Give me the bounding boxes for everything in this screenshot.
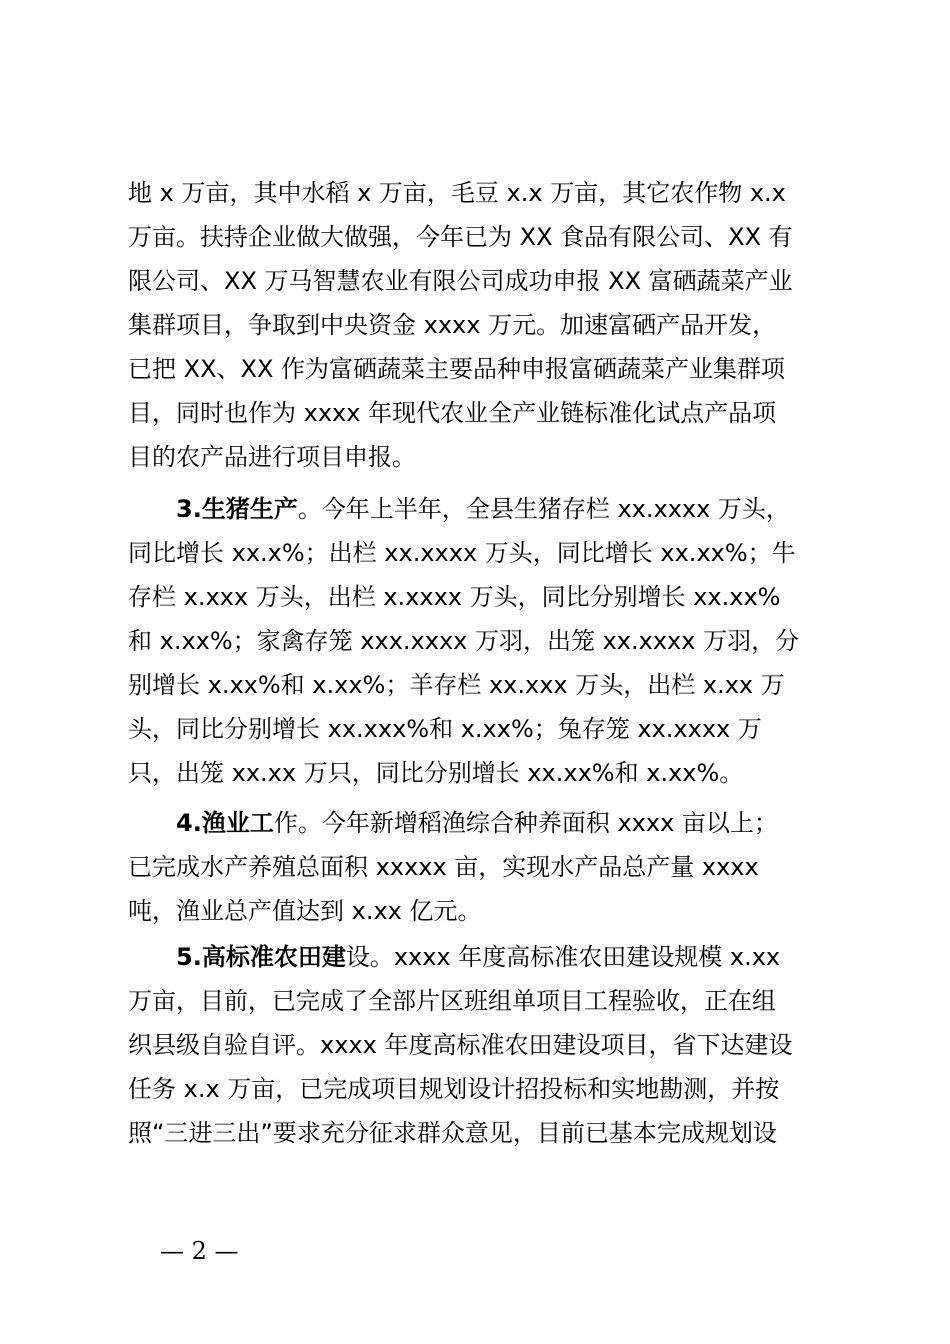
section-text: 设。xxxx 年度高标准农田建设规模 x.xx [345,943,781,971]
text-line: 照“三进三出”要求充分征求群众意见，目前已基本完成规划设 [128,1119,777,1147]
section-line [176,934,780,980]
text-line: 地 x 万亩，其中水稻 x 万亩，毛豆 x.x 万亩，其它农作物 x.x [128,179,786,207]
text-line: 只，出笼 xx.xx 万只，同比分别增长 xx.xx%和 x.xx%。 [128,759,744,787]
section-line [176,800,778,846]
section-line [176,486,790,532]
text-line: 织县级自验自评。xxxx 年度高标准农田建设项目，省下达建设 [128,1031,793,1059]
text-line: 已完成水产养殖总面积 xxxxx 亩，实现水产品总产量 xxxx [128,853,759,881]
text-line: 目的农产品进行项目申报。 [128,443,416,471]
text-line: 任务 x.x 万亩，已完成项目规划设计招投标和实地勘测，并按 [128,1075,780,1103]
section-text: 作。今年新增稻渔综合种养面积 xxxx 亩以上； [273,809,778,837]
text-line: 万亩，目前，已完成了全部片区班组单项目工程验收，正在组 [128,987,776,1015]
section-text: 。今年上半年，全县生猪存栏 xx.xxxx 万头， [297,495,790,523]
text-line: 集群项目，争取到中央资金 xxxx 万元。加速富硒产品开发， [128,311,777,339]
text-line: 万亩。扶持企业做大做强，今年已为 XX 食品有限公司、XX 有 [128,223,793,251]
text-line: 同比增长 xx.x%；出栏 xx.xxxx 万头，同比增长 xx.xx%；牛 [128,539,796,567]
text-line: 别增长 x.xx%和 x.xx%；羊存栏 xx.xxx 万头，出栏 x.xx 万 [128,671,785,699]
text-line: 吨，渔业总产值达到 x.xx 亿元。 [128,897,482,925]
section-heading: 5.高标准农田建 [176,943,346,971]
text-line: 存栏 x.xxx 万头，出栏 x.xxxx 万头，同比分别增长 xx.xx% [128,583,781,611]
text-line: 已把 XX、XX 作为富硒蔬菜主要品种申报富硒蔬菜产业集群项 [128,355,786,383]
text-line: 目，同时也作为 xxxx 年现代农业全产业链标准化试点产品项 [128,399,777,427]
text-line: 和 x.xx%；家禽存笼 xxx.xxxx 万羽，出笼 xx.xxxx 万羽，分 [128,627,800,655]
text-line: 限公司、XX 万马智慧农业有限公司成功申报 XX 富硒蔬菜产业 [128,267,793,295]
text-line: 头，同比分别增长 xx.xxx%和 x.xx%；兔存笼 xx.xxxx 万 [128,715,762,743]
section-heading: 3.生猪生产 [176,495,298,523]
section-heading: 4.渔业工 [176,809,274,837]
page-number: — 2 — [160,1237,239,1265]
